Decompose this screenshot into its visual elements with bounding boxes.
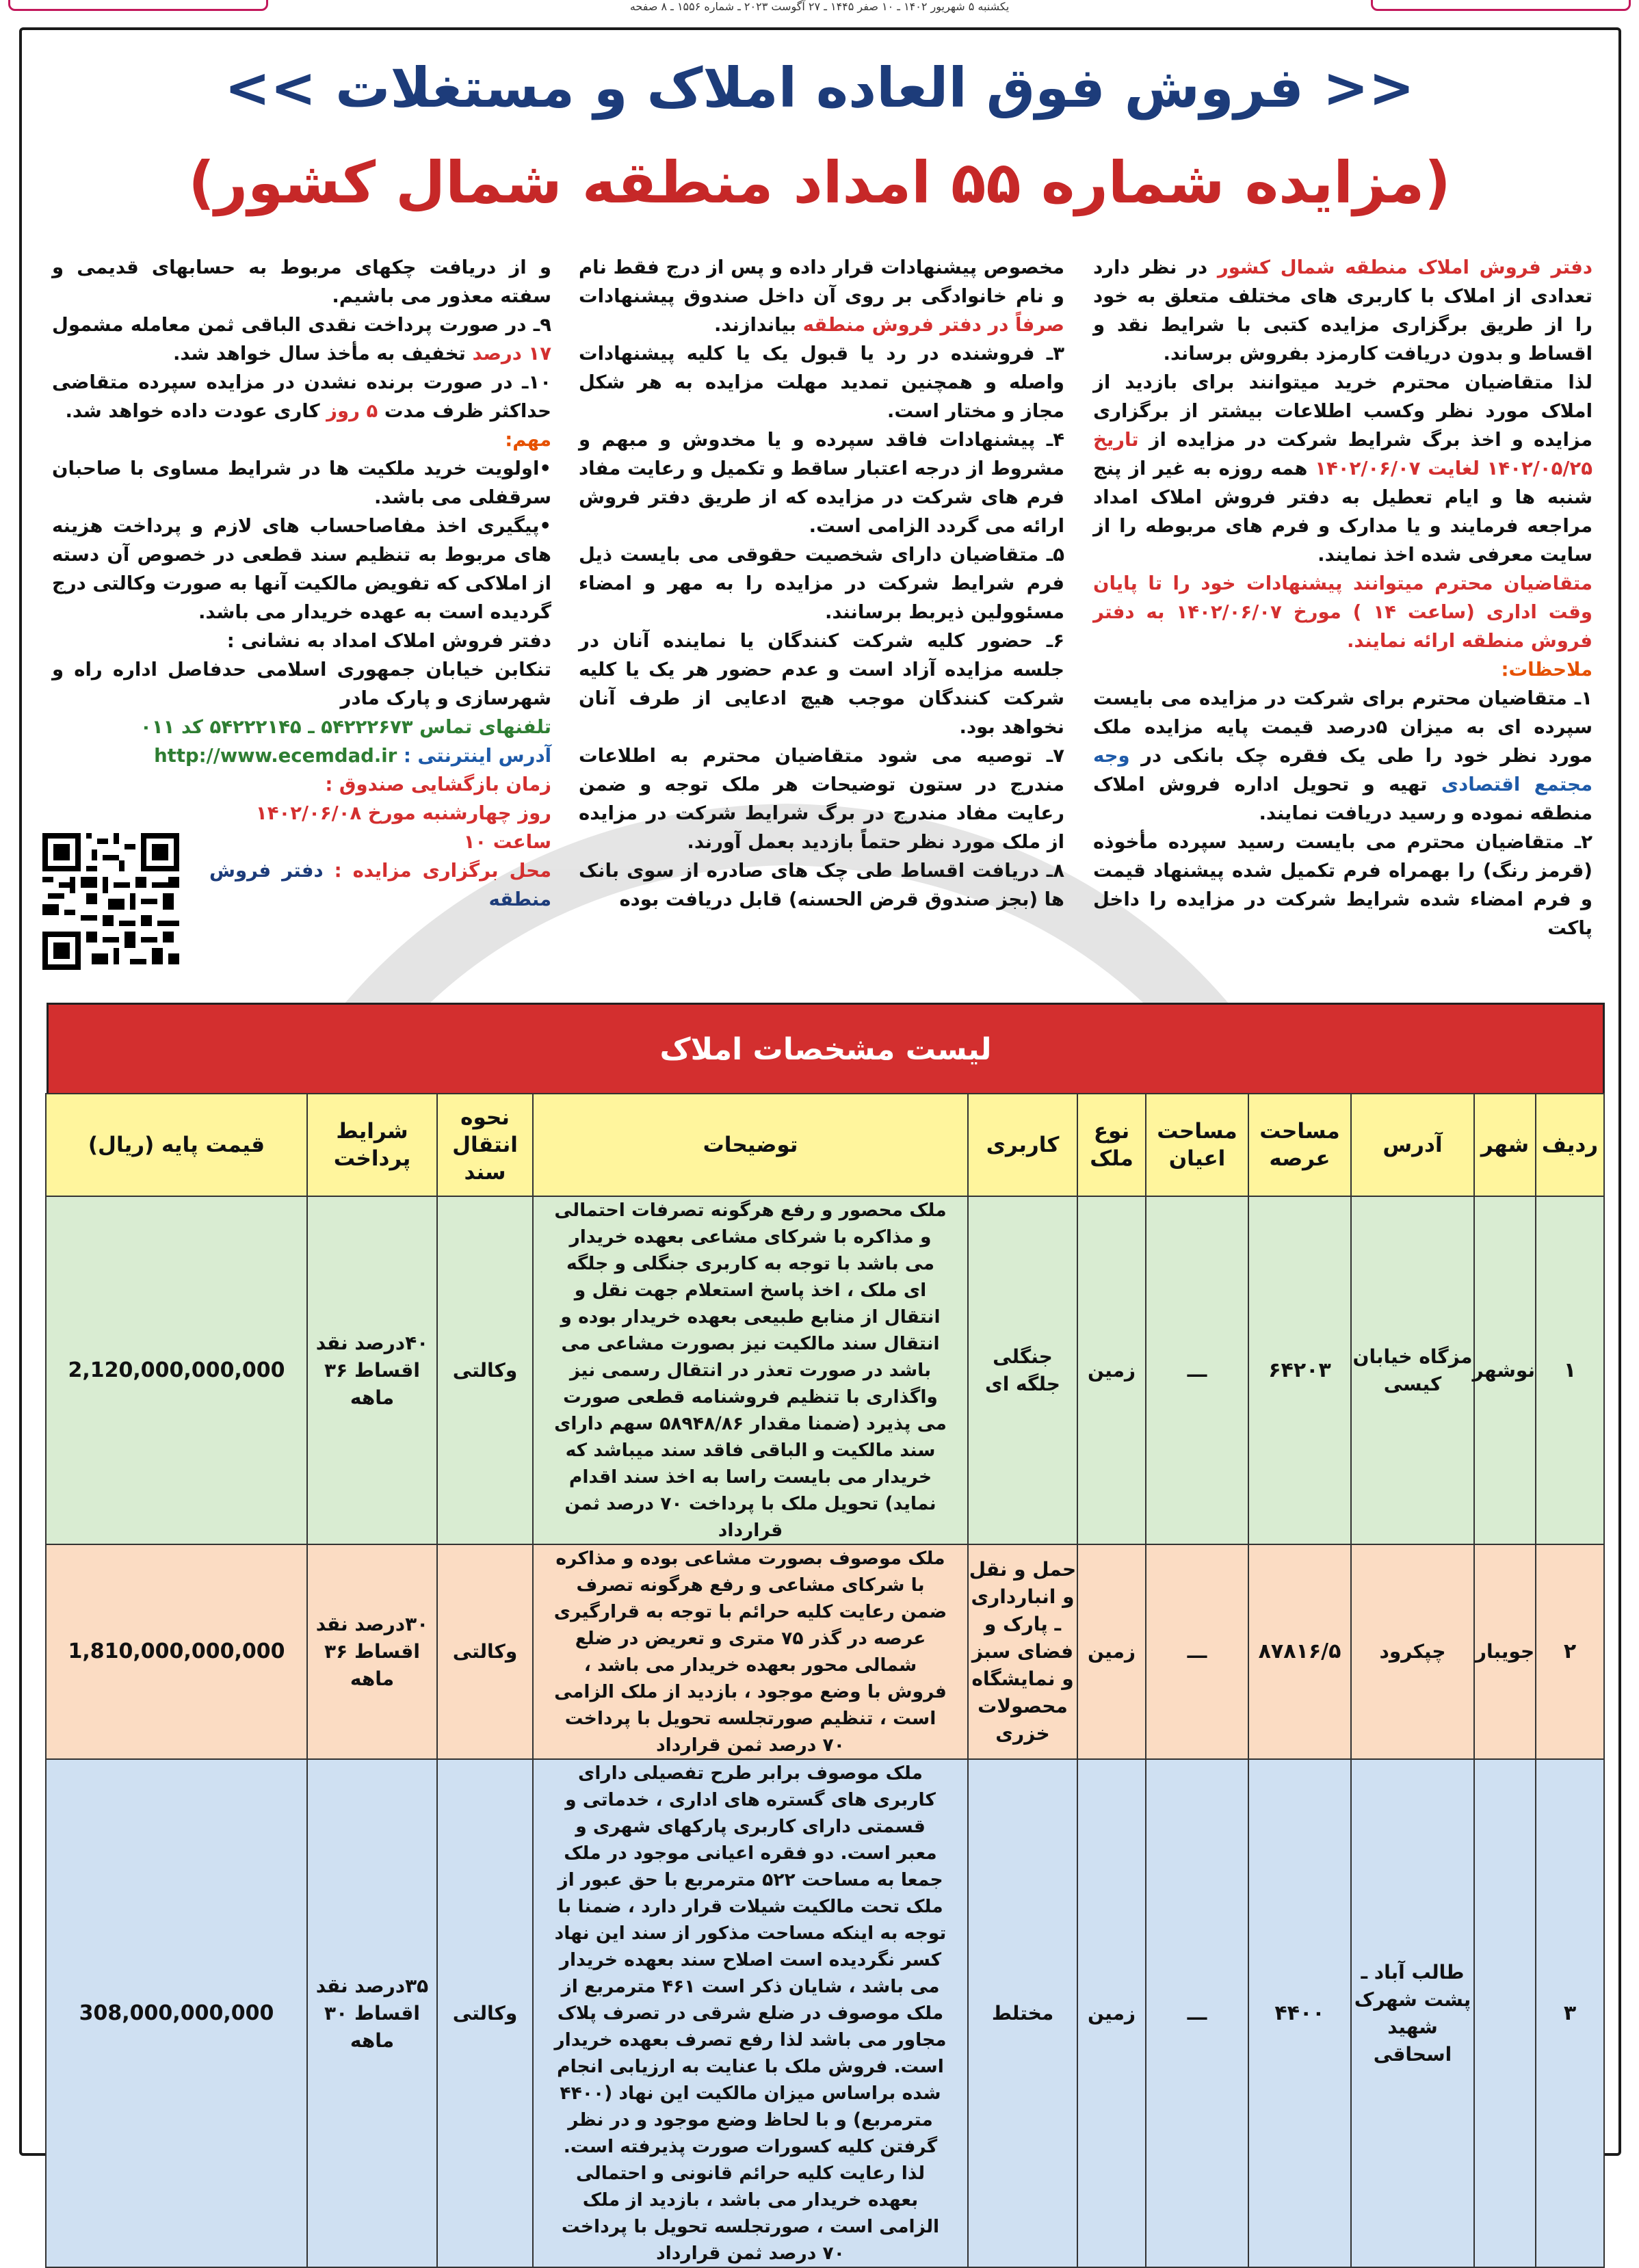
table-row	[46, 1196, 1604, 1544]
note-1	[1093, 684, 1592, 828]
header-land-area: مساحت عرصه	[1248, 1094, 1351, 1196]
table-row	[46, 1544, 1604, 1759]
cell-city: جویبار	[1474, 1544, 1536, 1759]
cell-land-area: ۴۴۰۰	[1248, 1759, 1351, 2267]
header-payment: شرایط پرداخت	[307, 1094, 437, 1196]
phone-numbers: تلفنهای تماس ۵۴۲۲۲۶۷۳ ـ ۵۴۲۲۲۱۴۵ کد ۰۱۱	[140, 716, 551, 738]
ad-subtitle: (مزایده شماره ۵۵ امداد منطقه شمال کشور)	[188, 149, 1451, 216]
venue-text: دفتر فروش منطقه	[209, 860, 551, 910]
note-8: ۸ـ دریافت اقساط طی چک های صادره از سوی بانک ها (بجز صندوق قرض الحسنه) قابل دریافت بوده	[579, 860, 1064, 910]
properties-grid	[45, 1093, 1605, 2268]
note-2-cont	[579, 253, 1064, 339]
table-title: لیست مشخصات املاک	[47, 1003, 1605, 1093]
note-1-a: ۱ـ متقاضیان محترم برای شرکت در مزایده می بایست سپرده ای به میزان ۵درصد قیمت پایه مزایده ملک مورد نظر خود را طی یک فقره چک بانکی در	[1093, 687, 1592, 767]
note-4: ۴ـ پیشنهادات فاقد سپرده و یا مخدوش و مبهم و مشروط از درجه اعتبار ساقط و تکمیل و رعایت مفاد فرم های شرکت در مزایده که از طریق دفتر فروش ارائه می گردد الزامی است.	[579, 429, 1064, 537]
important-bullet-1: •اولویت خرید ملکیت ها در شرایط مساوی با صاحبان سرقفلی می باشد.	[52, 458, 551, 508]
note-8-cont: و از دریافت چکهای مربوط به حسابهای قدیمی و سفته معذور می باشیم.	[52, 256, 551, 307]
title-chevron-open: <<	[1322, 56, 1415, 120]
important-heading: مهم:	[505, 429, 551, 451]
qr-code-icon[interactable]	[42, 833, 179, 970]
important-bullet-2: •پیگیری اخذ مفاصاحساب های لازم و پرداخت هزینه های مربوط به تنظیم سند قطعی در خصوص آن دسته از املاکی که تفویض مالکیت آنها به صورت وکالتی درج گردیده است به عهده خریدار می باشد.	[52, 515, 551, 623]
note-9	[52, 311, 551, 368]
cell-payment: ۴۰درصد نقد اقساط ۳۶ ماهه	[307, 1196, 437, 1544]
intro-org: دفتر فروش املاک منطقه شمال کشور	[1217, 256, 1592, 278]
top-strip	[0, 0, 1639, 18]
cell-building-area: ـــ	[1146, 1196, 1248, 1544]
cell-usage: جنگلی جلگه ای	[968, 1196, 1077, 1544]
cell-row-number: ۲	[1536, 1544, 1604, 1759]
cell-description: ملک موصوف برابر طرح تفصیلی دارای کاربری های گستره های اداری ، خدماتی و قسمتی دارای کاربری پارکهای شهری و معبر است. دو فقره اعیانی موجود در ملک جمعا به مساحت ۵۲۲ مترمربع با حق عبور از ملک تحت مالکیت شیلات قرار دارد ، ضمنا با توجه به اینکه مساحت مذکور از سند این نهاد کسر نگردیده است اصلاح سند بعهده خریدار می باشد ، شایان ذکر است ۴۶۱ مترمربع از ملک موصوف در ضلع شرقی در تصرف پلاک مجاور می باشد لذا رفع تصرف بعهده خریدار است. فروش ملک با عنایت به ارزیابی انجام شده براساس میزان مالکیت این نهاد (۴۴۰۰ مترمربع) و با لحاظ وضع موجود و در نظر گرفتن کلیه کسورات صورت پذیرفته است. لذا رعایت کلیه حرائم قانونی و احتمالی بعهده خریدار می باشد ، بازدید از ملک الزامی است ، صورتجلسه تحویل با پرداخت ۷۰ درصد ثمن قرارداد	[533, 1759, 968, 2267]
note-10-b: کاری عودت داده خواهد شد.	[65, 400, 327, 422]
note-10-a: ۱۰ـ در صورت برنده نشدن در مزایده سپرده متقاضی حداکثر ظرف مدت	[52, 371, 551, 422]
cell-type: زمین	[1077, 1196, 1146, 1544]
cell-transfer: وکالتی	[437, 1759, 533, 2267]
cell-city: نوشهر	[1474, 1196, 1536, 1544]
cell-price: 308,000,000,000	[46, 1759, 307, 2267]
cell-row-number: ۱	[1536, 1196, 1604, 1544]
note-1-b: تهیه و تحویل اداره فروش املاک منطقه نموده و رسید دریافت نمایند.	[1093, 774, 1592, 824]
note-5: ۵ـ متقاضیان دارای شخصیت حقوقی می بایست ذیل فرم شرایط شرکت در مزایده را به مهر و امضاء مسئوولین ذیربط برسانند.	[579, 544, 1064, 623]
cell-city	[1474, 1759, 1536, 2267]
notes-heading: ملاحظات:	[1501, 659, 1592, 681]
cell-description: ملک محصور و رفع هرگونه تصرفات احتمالی و مذاکره با شرکای مشاعی بعهده خریدار می باشد با توجه به کاربری جنگلی و جلگه ای ملک ، اخذ پاسخ استعلام جهت نقل و انتقال از منابع طبیعی بعهده خریدار بوده و انتقال سند مالکیت نیز بصورت مشاعی می باشد در صورت تعذر در انتقال رسمی نیز واگذاری با تنظیم فروشنامه قطعی صورت می پذیرد (ضمنا مقدار ۵۸۹۴۸/۸۶ سهم دارای سند مالکیت و الباقی فاقد سند میباشد که خریدار می بایست راسا به اخذ سند اقدام نماید) تحویل ملک با پرداخت ۷۰ درصد ثمن قرارداد	[533, 1196, 968, 1544]
cell-address: چپکرود	[1351, 1544, 1474, 1759]
cell-type: زمین	[1077, 1759, 1146, 2267]
website-label: آدرس اینترنتی :	[403, 745, 551, 767]
title-chevron-close: >>	[224, 56, 317, 120]
note-2-cont-a: مخصوص پیشنهادات قرار داده و پس از درج فقط نام و نام خانوادگی بر روی آن داخل صندوق پیشنهادات	[579, 256, 1064, 307]
note-2-cont-b: بیاندازند.	[714, 314, 803, 336]
header-transfer: نحوه انتقال سند	[437, 1094, 533, 1196]
intro-paragraph	[1093, 253, 1592, 368]
note-9-b: تخفیف به مأخذ سال خواهد شد.	[172, 343, 473, 365]
header-description: توضیحات	[533, 1094, 968, 1196]
cell-price: 2,120,000,000,000	[46, 1196, 307, 1544]
visit-paragraph	[1093, 368, 1592, 569]
note-2-cont-red: صرفاً در دفتر فروش منطقه	[802, 314, 1064, 336]
visit-text-b: همه روزه به غیر از پنج شنبه ها و ایام تعطیل به دفتر فروش املاک امداد مراجعه فرمایند و یا مدارک و فرم های مربوطه را از سایت معرفی شده اخذ نمایند.	[1093, 458, 1592, 566]
note-2: ۲ـ متقاضیان محترم می بایست رسید سپرده مأخوذه (قرمز رنگ) را بهمراه فرم تکمیل شده پیشنهاد قیمت و فرم امضاء شده شرایط شرکت در مزایده را داخل پاکت	[1093, 831, 1592, 939]
cell-price: 1,810,000,000,000	[46, 1544, 307, 1759]
cell-building-area: ـــ	[1146, 1544, 1248, 1759]
note-3: ۳ـ فروشنده در رد یا قبول یک یا کلیه پیشنهادات واصله و همچنین تمدید مهلت مزایده به هر شکل مجاز و مختار است.	[579, 343, 1064, 422]
cell-address: طالب آباد ـ پشت شهرک شهید اسحاقی	[1351, 1759, 1474, 2267]
cell-address: مزگاه خیابان کیسی	[1351, 1196, 1474, 1544]
header-type: نوع ملک	[1077, 1094, 1146, 1196]
cell-payment: ۳۵درصد نقد اقساط ۳۰ ماهه	[307, 1759, 437, 2267]
note-9-a: ۹ـ در صورت پرداخت نقدی الباقی ثمن معامله مشمول	[52, 314, 551, 336]
deadline-paragraph: متقاضیان محترم میتوانند پیشنهادات خود را تا پایان وقت اداری (ساعت ۱۴ ) مورخ ۱۴۰۲/۰۶/۰۷ به دفتر فروش منطقه ارائه نمایند.	[1093, 572, 1592, 652]
cell-payment: ۳۰درصد نقد اقساط ۳۶ ماهه	[307, 1544, 437, 1759]
ad-title	[41, 56, 1598, 120]
box-opening-date: روز چهارشنبه مورخ ۱۴۰۲/۰۶/۰۸	[255, 802, 551, 824]
properties-table	[47, 1003, 1605, 2268]
cell-type: زمین	[1077, 1544, 1146, 1759]
column-middle	[579, 253, 1064, 914]
website-link[interactable]: http://www.ecemdad.ir	[154, 745, 397, 767]
visit-text-a: لذا متقاضیان محترم خرید میتوانند برای بازدید از املاک مورد نظر وکسب اطلاعات بیشتر از برگزاری مزایده و اخذ برگ شرایط شرکت در مزایده از	[1093, 371, 1592, 451]
header-city: شهر	[1474, 1094, 1536, 1196]
box-opening-label: زمان بازگشایی صندوق :	[325, 774, 551, 795]
refund-days: ۵ روز	[326, 400, 378, 422]
header-address: آدرس	[1351, 1094, 1474, 1196]
header-decoration-right	[1371, 0, 1631, 11]
note-1-payee: وجه مجتمع اقتصادی	[1093, 745, 1592, 795]
table-row	[46, 1759, 1604, 2267]
cell-land-area: ۸۷۸۱۶/۵	[1248, 1544, 1351, 1759]
note-7: ۷ـ توصیه می شود متقاضیان محترم به اطلاعات مندرج در ستون توضیحات هر ملک توجه و ضمن رعایت مفاد مندرج در برگ شرایط شرکت در مزایده از ملک مورد نظر حتماً بازدید بعمل آورند.	[579, 745, 1064, 853]
venue-label: محل برگزاری مزایده :	[334, 860, 551, 882]
publication-line: یکشنبه ۵ شهریور ۱۴۰۲ ـ ۱۰ صفر ۱۴۴۵ ـ ۲۷ آگوست ۲۰۲۳ ـ شماره ۱۵۵۶ ـ ۸ صفحه	[629, 0, 1010, 13]
column-right	[1093, 253, 1592, 942]
address-label: دفتر فروش املاک امداد به نشانی :	[226, 630, 551, 652]
note-6: ۶ـ حضور کلیه شرکت کنندگان یا نماینده آنان در جلسه مزایده آزاد است و عدم حضور هر یک یا کلیه شرکت کنندگان موجب هیچ ادعایی از طرف آنان نخواهد بود.	[579, 630, 1064, 738]
ad-title-text: فروش فوق العاده املاک و مستغلات	[335, 56, 1304, 120]
header-building-area: مساحت اعیان	[1146, 1094, 1248, 1196]
visit-dates: تاریخ ۱۴۰۲/۰۵/۲۵ لغایت ۱۴۰۲/۰۶/۰۷	[1093, 429, 1592, 479]
discount-percent: ۱۷ درصد	[472, 343, 551, 365]
cell-transfer: وکالتی	[437, 1544, 533, 1759]
cell-description: ملک موصوف بصورت مشاعی بوده و مذاکره با شرکای مشاعی و رفع هرگونه تصرف ضمن رعایت کلیه حرائم با توجه به قرارگیری عرصه در گذر ۷۵ متری و تعریض در ضلع شمالی محور بعهده خریدار می باشد ، فروش با وضع موجود ، بازدید از ملک الزامی است ، تنظیم صورتجلسه تحویل با پرداخت ۷۰ درصد ثمن قرارداد	[533, 1544, 968, 1759]
cell-row-number: ۳	[1536, 1759, 1604, 2267]
cell-usage: حمل و نقل و انبارداری ـ پارک و فضای سبز و نمایشگاه محصولات خزری	[968, 1544, 1077, 1759]
cell-usage: مختلط	[968, 1759, 1077, 2267]
header-price: قیمت پایه (ریال)	[46, 1094, 307, 1196]
website-line	[52, 741, 551, 770]
cell-land-area: ۶۴۲۰۳	[1248, 1196, 1351, 1544]
cell-transfer: وکالتی	[437, 1196, 533, 1544]
intro-text: در نظر دارد تعدادی از املاک با کاربری های مختلف متعلق به خود را از طریق برگزاری مزایده کتبی با شرایط نقد و اقساط و بدون دریافت کارمزد بفروش برساند.	[1093, 256, 1592, 365]
header-usage: کاربری	[968, 1094, 1077, 1196]
column-left	[52, 253, 551, 914]
note-10	[52, 368, 551, 425]
header-row-number: ردیف	[1536, 1094, 1604, 1196]
table-header-row	[46, 1094, 1604, 1196]
cell-building-area: ـــ	[1146, 1759, 1248, 2267]
address-text: تنکابن خیابان جمهوری اسلامی حدفاصل اداره راه و شهرسازی و پارک مادر	[52, 659, 551, 709]
box-opening-time: ساعت ۱۰	[463, 831, 551, 853]
